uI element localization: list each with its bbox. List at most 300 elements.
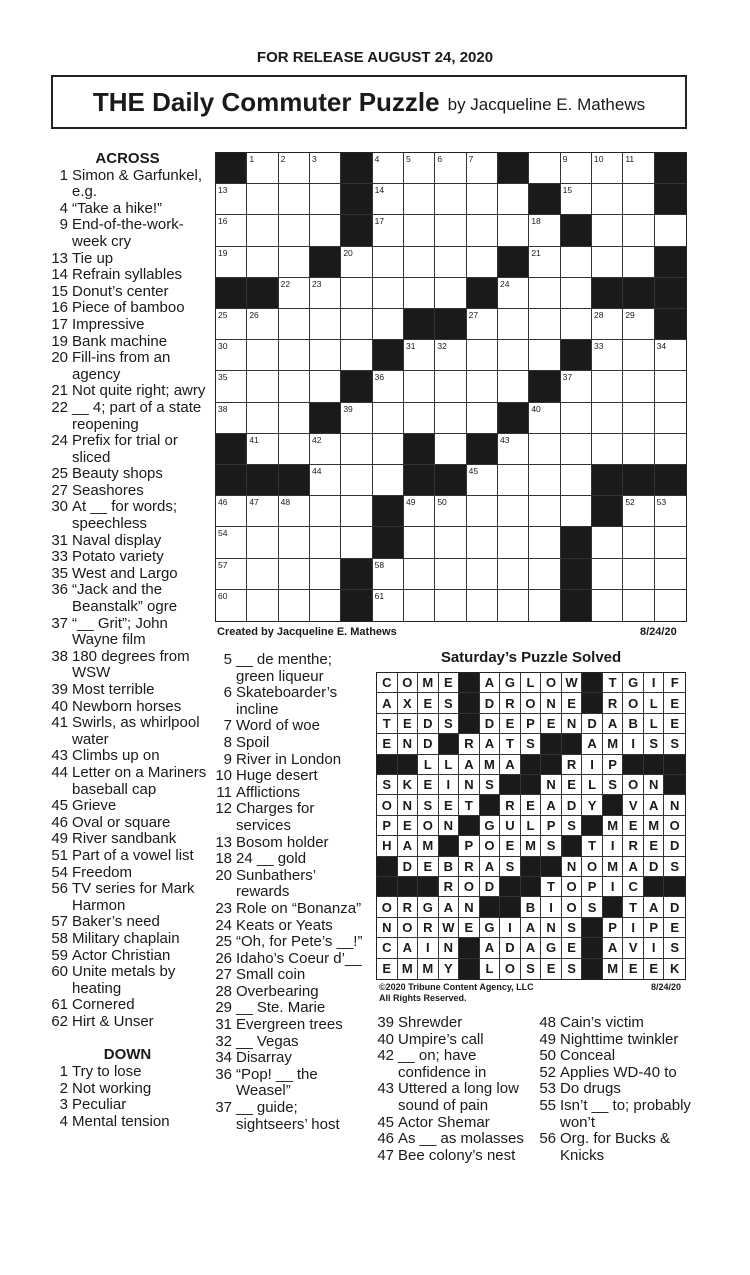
clue-number: 20 <box>215 866 232 884</box>
grid-cell[interactable] <box>561 278 592 309</box>
across-clue <box>46 217 209 250</box>
grid-cell[interactable] <box>247 496 278 527</box>
grid-cell[interactable] <box>247 184 278 215</box>
grid-cell[interactable] <box>592 247 623 278</box>
grid-cell[interactable] <box>435 184 466 215</box>
grid-cell[interactable] <box>498 590 529 621</box>
clue-number: 7 <box>223 717 232 735</box>
solution-letter: S <box>582 897 603 917</box>
grid-cell[interactable] <box>404 215 435 246</box>
solution-letter: L <box>644 714 665 734</box>
down-clue <box>214 1034 364 1051</box>
solution-letter: N <box>398 795 419 815</box>
across-clue <box>46 267 209 284</box>
grid-cell[interactable] <box>592 371 623 402</box>
solution-letter: P <box>582 877 603 897</box>
grid-cell[interactable] <box>655 559 686 590</box>
solution-grid <box>376 672 686 980</box>
grid-cell[interactable] <box>623 559 654 590</box>
grid-cell[interactable] <box>592 527 623 558</box>
grid-cell[interactable] <box>279 434 310 465</box>
grid-cell[interactable] <box>247 403 278 434</box>
clue-number: 27 <box>215 966 232 984</box>
clue-text: Unite metals by heating <box>72 963 176 997</box>
clue-number: 53 <box>539 1080 556 1098</box>
grid-cell[interactable] <box>467 590 498 621</box>
black-square <box>561 590 592 621</box>
solution-black-square <box>541 755 562 775</box>
solution-black-square <box>480 897 501 917</box>
grid-cell[interactable] <box>247 153 278 184</box>
grid-cell[interactable] <box>498 371 529 402</box>
grid-cell[interactable] <box>216 309 247 340</box>
grid-cell[interactable] <box>404 278 435 309</box>
grid-cell[interactable] <box>623 215 654 246</box>
grid-cell[interactable] <box>310 215 341 246</box>
grid-cell[interactable] <box>373 559 404 590</box>
grid-cell[interactable] <box>310 309 341 340</box>
black-square <box>310 247 341 278</box>
cell-number: 19 <box>218 247 228 258</box>
clue-text: Org. for Bucks & Knicks <box>560 1130 671 1164</box>
grid-cell[interactable] <box>279 403 310 434</box>
clue-text: Peculiar <box>72 1096 127 1114</box>
grid-cell[interactable] <box>529 496 560 527</box>
solution-letter: A <box>459 755 480 775</box>
grid-cell[interactable] <box>467 340 498 371</box>
grid-cell[interactable] <box>310 434 341 465</box>
solution-letter: T <box>603 673 624 693</box>
grid-cell[interactable] <box>216 247 247 278</box>
grid-cell[interactable] <box>310 278 341 309</box>
grid-cell[interactable] <box>529 309 560 340</box>
grid-cell[interactable] <box>561 465 592 496</box>
cell-number: 52 <box>625 497 635 508</box>
grid-cell[interactable] <box>216 496 247 527</box>
across-clue <box>46 865 209 882</box>
grid-cell[interactable] <box>435 153 466 184</box>
solution-letter: G <box>418 897 439 917</box>
solution-letter: A <box>541 795 562 815</box>
solution-letter: B <box>623 714 644 734</box>
solution-letter: S <box>644 734 665 754</box>
grid-cell[interactable] <box>529 434 560 465</box>
grid-cell[interactable] <box>655 590 686 621</box>
grid-cell[interactable] <box>279 371 310 402</box>
solution-letter: M <box>603 816 624 836</box>
solution-letter: N <box>541 918 562 938</box>
grid-cell[interactable] <box>341 527 372 558</box>
grid-cell[interactable] <box>623 590 654 621</box>
grid-cell[interactable] <box>216 590 247 621</box>
solution-letter: B <box>439 857 460 877</box>
grid-cell[interactable] <box>279 247 310 278</box>
grid-cell[interactable] <box>623 527 654 558</box>
clue-text: Donut’s center <box>72 282 169 300</box>
grid-cell[interactable] <box>467 215 498 246</box>
grid-cell[interactable] <box>279 184 310 215</box>
clue-text: Fill-ins from an agency <box>72 349 171 383</box>
grid-cell[interactable] <box>373 247 404 278</box>
black-square <box>655 247 686 278</box>
down-clue <box>214 851 364 868</box>
clue-number: 3 <box>59 1096 68 1114</box>
clue-number: 15 <box>51 282 68 300</box>
grid-cell[interactable] <box>498 340 529 371</box>
grid-cell[interactable] <box>467 465 498 496</box>
grid-cell[interactable] <box>561 153 592 184</box>
grid-cell[interactable] <box>247 309 278 340</box>
grid-cell[interactable] <box>529 278 560 309</box>
grid-cell[interactable] <box>561 434 592 465</box>
solution-letter: O <box>562 897 583 917</box>
grid-cell[interactable] <box>404 371 435 402</box>
grid-cell[interactable] <box>404 184 435 215</box>
grid-cell[interactable] <box>216 340 247 371</box>
grid-cell[interactable] <box>498 215 529 246</box>
grid-cell[interactable] <box>279 278 310 309</box>
solution-letter: O <box>521 693 542 713</box>
cell-number: 22 <box>280 278 291 289</box>
across-clue <box>46 566 209 583</box>
grid-cell[interactable] <box>341 247 372 278</box>
grid-cell[interactable] <box>216 527 247 558</box>
grid-cell[interactable] <box>435 215 466 246</box>
cell-number: 40 <box>531 403 541 414</box>
grid-cell[interactable] <box>623 340 654 371</box>
clue-number: 19 <box>51 332 68 350</box>
grid-cell[interactable] <box>529 153 560 184</box>
grid-cell[interactable] <box>279 215 310 246</box>
solution-letter: E <box>377 734 398 754</box>
grid-cell[interactable] <box>435 590 466 621</box>
clue-text: Hirt & Unser <box>72 1012 154 1030</box>
grid-cell[interactable] <box>561 371 592 402</box>
grid-cell[interactable] <box>467 403 498 434</box>
grid-cell[interactable] <box>247 215 278 246</box>
down-clue <box>214 967 364 984</box>
solution-letter: D <box>480 877 501 897</box>
grid-cell[interactable] <box>467 559 498 590</box>
clue-number: 56 <box>539 1130 556 1148</box>
grid-cell[interactable] <box>435 527 466 558</box>
solution-black-square <box>439 734 460 754</box>
solution-letter: O <box>398 673 419 693</box>
grid-cell[interactable] <box>310 371 341 402</box>
grid-cell[interactable] <box>529 590 560 621</box>
grid-cell[interactable] <box>373 465 404 496</box>
grid-cell[interactable] <box>310 496 341 527</box>
grid-cell[interactable] <box>467 527 498 558</box>
grid-cell[interactable] <box>529 403 560 434</box>
cell-number: 4 <box>374 154 380 164</box>
grid-cell[interactable] <box>561 184 592 215</box>
down-heading: DOWN <box>103 1046 152 1064</box>
grid-cell[interactable] <box>435 496 466 527</box>
grid-cell[interactable] <box>655 434 686 465</box>
grid-cell[interactable] <box>435 340 466 371</box>
grid-cell[interactable] <box>467 184 498 215</box>
solution-letter: R <box>562 755 583 775</box>
grid-cell[interactable] <box>373 590 404 621</box>
across-clue <box>46 400 209 433</box>
grid-cell[interactable] <box>592 309 623 340</box>
grid-cell[interactable] <box>592 559 623 590</box>
grid-cell[interactable] <box>592 590 623 621</box>
solution-letter: A <box>623 857 644 877</box>
clue-number: 54 <box>51 863 68 881</box>
black-square <box>561 527 592 558</box>
clue-text: “Oh, for Pete’s __!” <box>236 933 363 951</box>
grid-cell[interactable] <box>623 496 654 527</box>
grid-cell[interactable] <box>655 215 686 246</box>
grid-cell[interactable] <box>655 496 686 527</box>
grid-cell[interactable] <box>279 590 310 621</box>
grid-cell[interactable] <box>498 309 529 340</box>
grid-cell[interactable] <box>623 184 654 215</box>
grid-cell[interactable] <box>373 153 404 184</box>
grid-cell[interactable] <box>373 278 404 309</box>
grid-cell[interactable] <box>529 340 560 371</box>
solution-black-square <box>459 938 480 958</box>
grid-cell[interactable] <box>561 496 592 527</box>
grid-cell[interactable] <box>404 153 435 184</box>
cell-number: 36 <box>374 372 385 383</box>
grid-cell[interactable] <box>404 340 435 371</box>
grid-cell[interactable] <box>467 496 498 527</box>
grid-cell[interactable] <box>435 247 466 278</box>
cell-number: 32 <box>437 341 447 352</box>
grid-cell[interactable] <box>592 153 623 184</box>
grid-cell[interactable] <box>623 247 654 278</box>
grid-cell[interactable] <box>247 590 278 621</box>
solution-letter: A <box>480 734 501 754</box>
grid-cell[interactable] <box>498 465 529 496</box>
grid-cell[interactable] <box>655 340 686 371</box>
grid-cell[interactable] <box>404 527 435 558</box>
solution-letter: A <box>521 918 542 938</box>
across-heading: ACROSS <box>95 150 160 167</box>
clue-number: 4 <box>59 199 68 217</box>
solution-black-square <box>459 673 480 693</box>
clue-number: 20 <box>51 349 68 367</box>
grid-cell[interactable] <box>373 309 404 340</box>
solution-letter: M <box>521 836 542 856</box>
grid-cell[interactable] <box>435 559 466 590</box>
grid-cell[interactable] <box>529 465 560 496</box>
grid-cell[interactable] <box>623 309 654 340</box>
grid-cell[interactable] <box>592 340 623 371</box>
grid-cell[interactable] <box>216 184 247 215</box>
down-clue <box>214 785 364 802</box>
solution-letter: R <box>398 897 419 917</box>
grid-cell[interactable] <box>655 403 686 434</box>
grid-cell[interactable] <box>529 247 560 278</box>
solution-letter: M <box>418 836 439 856</box>
grid-cell[interactable] <box>561 247 592 278</box>
solution-black-square <box>439 836 460 856</box>
copyright-line-2: All Rights Reserved. <box>379 993 467 1003</box>
grid-cell[interactable] <box>216 371 247 402</box>
clue-text: Seashores <box>72 481 144 499</box>
grid-cell[interactable] <box>310 340 341 371</box>
grid-cell[interactable] <box>373 215 404 246</box>
cell-number: 5 <box>406 154 411 164</box>
clue-number: 24 <box>215 916 232 934</box>
grid-cell[interactable] <box>404 403 435 434</box>
solution-letter: R <box>623 836 644 856</box>
grid-cell[interactable] <box>216 215 247 246</box>
black-square <box>655 153 686 184</box>
grid-cell[interactable] <box>623 153 654 184</box>
across-clue <box>46 798 209 815</box>
solution-letter: V <box>623 795 644 815</box>
grid-cell[interactable] <box>341 340 372 371</box>
grid-cell[interactable] <box>404 496 435 527</box>
clue-number: 41 <box>51 714 68 732</box>
grid-cell[interactable] <box>592 215 623 246</box>
solution-letter: O <box>398 918 419 938</box>
grid-cell[interactable] <box>341 403 372 434</box>
grid-cell[interactable] <box>279 559 310 590</box>
clue-number: 24 <box>51 432 68 450</box>
down-clue <box>214 835 364 852</box>
grid-cell[interactable] <box>467 247 498 278</box>
grid-cell[interactable] <box>247 371 278 402</box>
grid-cell[interactable] <box>216 403 247 434</box>
grid-cell[interactable] <box>529 527 560 558</box>
grid-cell[interactable] <box>341 309 372 340</box>
grid-cell[interactable] <box>341 465 372 496</box>
grid-cell[interactable] <box>498 434 529 465</box>
black-square <box>404 434 435 465</box>
grid-cell[interactable] <box>341 434 372 465</box>
solution-letter: R <box>418 918 439 938</box>
down-clue-list-2 <box>214 652 364 1133</box>
grid-cell[interactable] <box>592 184 623 215</box>
grid-cell[interactable] <box>592 403 623 434</box>
grid-cell[interactable] <box>310 153 341 184</box>
grid-cell[interactable] <box>655 371 686 402</box>
solution-date: 8/24/20 <box>651 982 682 992</box>
solution-letter: E <box>500 836 521 856</box>
grid-cell[interactable] <box>279 340 310 371</box>
solution-letter: N <box>459 775 480 795</box>
cell-number: 24 <box>500 278 510 289</box>
grid-cell[interactable] <box>623 434 654 465</box>
grid-cell[interactable] <box>279 527 310 558</box>
clue-number: 21 <box>51 382 68 400</box>
grid-cell[interactable] <box>310 590 341 621</box>
grid-cell[interactable] <box>623 403 654 434</box>
solution-letter: E <box>644 836 665 856</box>
grid-cell[interactable] <box>498 184 529 215</box>
solution-letter: E <box>418 693 439 713</box>
grid-cell[interactable] <box>373 184 404 215</box>
grid-cell[interactable] <box>592 434 623 465</box>
cell-number: 21 <box>531 247 541 258</box>
grid-cell[interactable] <box>529 215 560 246</box>
solution-letter: E <box>500 714 521 734</box>
grid-cell[interactable] <box>467 371 498 402</box>
grid-cell[interactable] <box>561 309 592 340</box>
grid-cell[interactable] <box>561 403 592 434</box>
clue-number: 51 <box>51 846 68 864</box>
grid-cell[interactable] <box>655 527 686 558</box>
grid-cell[interactable] <box>247 247 278 278</box>
clue-text: Do drugs <box>560 1080 621 1098</box>
grid-cell[interactable] <box>435 371 466 402</box>
down-clue <box>46 1114 209 1131</box>
grid-cell[interactable] <box>467 153 498 184</box>
grid-cell[interactable] <box>498 278 529 309</box>
grid-cell[interactable] <box>247 527 278 558</box>
grid-cell[interactable] <box>279 309 310 340</box>
grid-cell[interactable] <box>247 434 278 465</box>
grid-cell[interactable] <box>279 153 310 184</box>
cell-number: 60 <box>218 590 228 601</box>
clue-number: 52 <box>539 1063 556 1081</box>
grid-cell[interactable] <box>216 559 247 590</box>
grid-cell[interactable] <box>498 527 529 558</box>
grid-cell[interactable] <box>310 527 341 558</box>
grid-cell[interactable] <box>310 465 341 496</box>
solution-letter: E <box>541 959 562 979</box>
grid-cell[interactable] <box>404 590 435 621</box>
grid-cell[interactable] <box>247 559 278 590</box>
clue-number: 46 <box>377 1130 394 1148</box>
grid-cell[interactable] <box>247 340 278 371</box>
grid-cell[interactable] <box>279 496 310 527</box>
grid-cell[interactable] <box>435 403 466 434</box>
across-clue <box>46 350 209 383</box>
down-clue <box>214 951 364 968</box>
across-clue <box>46 765 209 798</box>
solution-black-square <box>521 775 542 795</box>
grid-cell[interactable] <box>373 371 404 402</box>
grid-cell[interactable] <box>404 247 435 278</box>
grid-cell[interactable] <box>404 559 435 590</box>
clue-text: __ guide; sightseers’ host <box>236 1099 340 1133</box>
grid-cell[interactable] <box>341 496 372 527</box>
clue-text: Overbearing <box>236 982 319 1000</box>
grid-cell[interactable] <box>529 559 560 590</box>
across-clue <box>46 948 209 965</box>
solution-black-square <box>377 877 398 897</box>
clue-text: Piece of bamboo <box>72 299 185 317</box>
grid-cell[interactable] <box>623 371 654 402</box>
black-square <box>341 371 372 402</box>
grid-cell[interactable] <box>435 278 466 309</box>
clue-number: 4 <box>59 1112 68 1130</box>
grid-cell[interactable] <box>310 184 341 215</box>
grid-cell[interactable] <box>435 434 466 465</box>
across-clue <box>46 748 209 765</box>
grid-cell[interactable] <box>467 309 498 340</box>
grid-cell[interactable] <box>341 278 372 309</box>
grid-cell[interactable] <box>310 559 341 590</box>
grid-cell[interactable] <box>373 403 404 434</box>
grid-cell[interactable] <box>498 559 529 590</box>
down-clue <box>214 652 364 685</box>
grid-cell[interactable] <box>373 434 404 465</box>
cell-number: 17 <box>374 216 385 227</box>
solution-letter: M <box>603 734 624 754</box>
clue-text: Freedom <box>72 863 133 881</box>
solution-letter: N <box>541 775 562 795</box>
grid-cell[interactable] <box>498 496 529 527</box>
clue-column-3 <box>376 1015 536 1164</box>
